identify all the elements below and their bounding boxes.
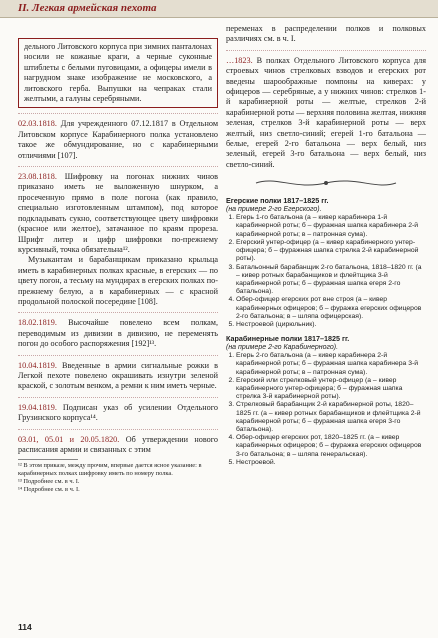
page-number: 114 <box>18 622 32 632</box>
divider <box>18 355 218 356</box>
list-item: 2. Егерский или стрелковый унтер-офицер (а – кивер карабинерного унтер-офицера; б – фуражная шапка стрелка 3-й карабинерной роты). <box>236 377 426 402</box>
divider <box>226 50 426 51</box>
footnote-12: ¹² В этом приказе, между прочим, впервые дается ясное указание: в карабинерных полках шифровку иметь по номеру полка. <box>18 462 202 478</box>
section-title-jaeger: Егерские полки 1817–1825 гг. <box>226 196 329 206</box>
list-item: 5. Нестроевой (цирюльник). <box>236 321 426 329</box>
entry-3: Музыкантам и барабанщикам приказано крыльца иметь в карабинерных полках красные, в егерских — по цвету погон, а тесьму на мундирах в егерских полках по-прежнему белую, а в карабинерных — с красной продольной полоской посередине [108]. <box>18 255 218 306</box>
section-subtitle-carabinier: (на примере 2-го Карабинерного). <box>226 344 339 352</box>
right-intro: переменах в распределении полков и полковых различиях см. в ч. I. <box>226 24 426 44</box>
ornament-divider <box>251 176 401 190</box>
list-item: 3. Стрелковый барабанщик 2-й карабинерной роты, 1820–1825 гг. (а – кивер ротных барабанщиков и флейтщика 2-й карабинерной роты; б – фуражная шапка егеря 3-го батальона). <box>236 401 426 434</box>
running-title: II. Легкая армейская пехота <box>18 2 157 14</box>
section-title-carabinier: Карабинерные полки 1817–1825 гг. <box>226 334 350 344</box>
divider <box>18 312 218 313</box>
jaeger-list <box>226 214 426 329</box>
boxed-paragraph: дельного Литовского корпуса при зимних панталонах носили не кожаные краги, а черные суконные штиблеты с белыми пуговицами, а офицеры имели в нагрудном знаке изображение не московского, а литовского герба. Выпушки на чепраках стали желтыми, а галуны серебряными. <box>24 42 212 104</box>
left-column <box>18 24 218 494</box>
entry-7: 03.01, 05.01 и 20.05.1820. Об утверждении нового расписания армии и связанных с этим <box>18 434 218 454</box>
entry-1823: …1823. В полках Отдельного Литовского корпуса для строевых чинов стрелковых взводов и егерских рот введены шароображные помпоны на киверах: у офицеров — серебряные, а у нижних чинов: стрелков 1-й карабинерной роты — желтые, стрелков 2-й карабинерной роты — верхняя половина желтая, нижняя зеленая, стрелков 3-й карабинерной роты — верх желтый, низ светло-синий; егерей 1-го батальона — белые, егерей 2-го батальона — верх белый, низ зеленый, егерей 3-го батальона — верх белый, низ светло-синий. <box>226 55 426 169</box>
carabinier-list <box>226 352 426 467</box>
section-subtitle-jaeger: (на примере 2-го Егерского). <box>226 206 322 214</box>
footnote-rule <box>18 459 78 460</box>
entry-2: 23.08.1818. Шифровку на погонах нижних чинов приказано иметь не выложенную шнурком, а просеченную прямо в поле погона (как правило, специально изготовленным штампом), под которое подкладывать сукно, соответствующее цвету шифровки (красное или желтое), затачанное по краям прореза. Шрифт литер и цифр шифровки по-прежнему курсивный, точка обязательна¹². <box>18 172 219 254</box>
footnote-13: ¹³ Подробнее см. в ч. I. <box>18 478 80 485</box>
entry-6: 19.04.1819. Подписан указ об усилении Отдельного Грузинского корпуса¹⁴. <box>18 402 218 423</box>
divider <box>18 397 218 398</box>
right-column <box>226 24 426 467</box>
entry-1: 02.03.1818. Для учрежденного 07.12.1817 в Отдельном Литовском корпусе Карабинерного полка установлено такое же обмундирование, но с карабинерными отличиями [107]. <box>18 119 218 160</box>
entry-4: 18.02.1819. Высочайше повелено всем полкам, переводимым из дивизии в дивизию, не переменять погон до особого распоряжения [192]¹³. <box>18 318 219 349</box>
boxed-text <box>18 38 218 108</box>
list-item: 2. Егерский унтер-офицер (а – кивер карабинерного унтер-офицера; б – фуражная шапка стрелка 2-й карабинерной роты). <box>236 239 426 264</box>
list-item: 1. Егерь 1-го батальона (а – кивер карабинера 1-й карабинерной роты; б – фуражная шапка карабинера 2-й карабинерной роты; в – патронная сума). <box>236 214 426 239</box>
footnote-14: ¹⁴ Подробнее см. в ч. I. <box>18 485 80 493</box>
list-item: 4. Обер-офицер егерских рот вне строя (а – кивер карабинерных офицеров; б – фуражка егерских офицеров 2-го батальона; в – шляпа офицерская). <box>236 296 426 321</box>
list-item: 1. Егерь 2-го батальона (а – кивер карабинера 2-й карабинерной роты; б – фуражная шапка карабинера 3-й карабинерной роты; в – патронная сума). <box>236 352 426 377</box>
list-item: 4. Обер-офицер егерских рот, 1820–1825 гг. (а – кивер карабинерных офицеров; б – фуражка егерских офицеров 3-го батальона; в – шляпа генеральская). <box>236 434 426 459</box>
divider <box>18 166 218 167</box>
divider <box>18 429 218 430</box>
list-item: 3. Батальонный барабанщик 2-го батальона, 1818–1820 гг. (а – кивер ротных барабанщиков и флейтщика 3-й карабинерной роты; б – фуражная шапка егеря 2-го батальона). <box>236 264 426 297</box>
entry-5: 10.04.1819. Введенные в армии сигнальные рожки в Легкой пехоте повелено окрашивать изнутри зеленой краской, с золотым венком, а ремни к ним иметь черные. <box>18 360 218 391</box>
page-header <box>0 0 438 18</box>
list-item: 5. Нестроевой. <box>236 459 426 467</box>
divider <box>18 113 218 114</box>
